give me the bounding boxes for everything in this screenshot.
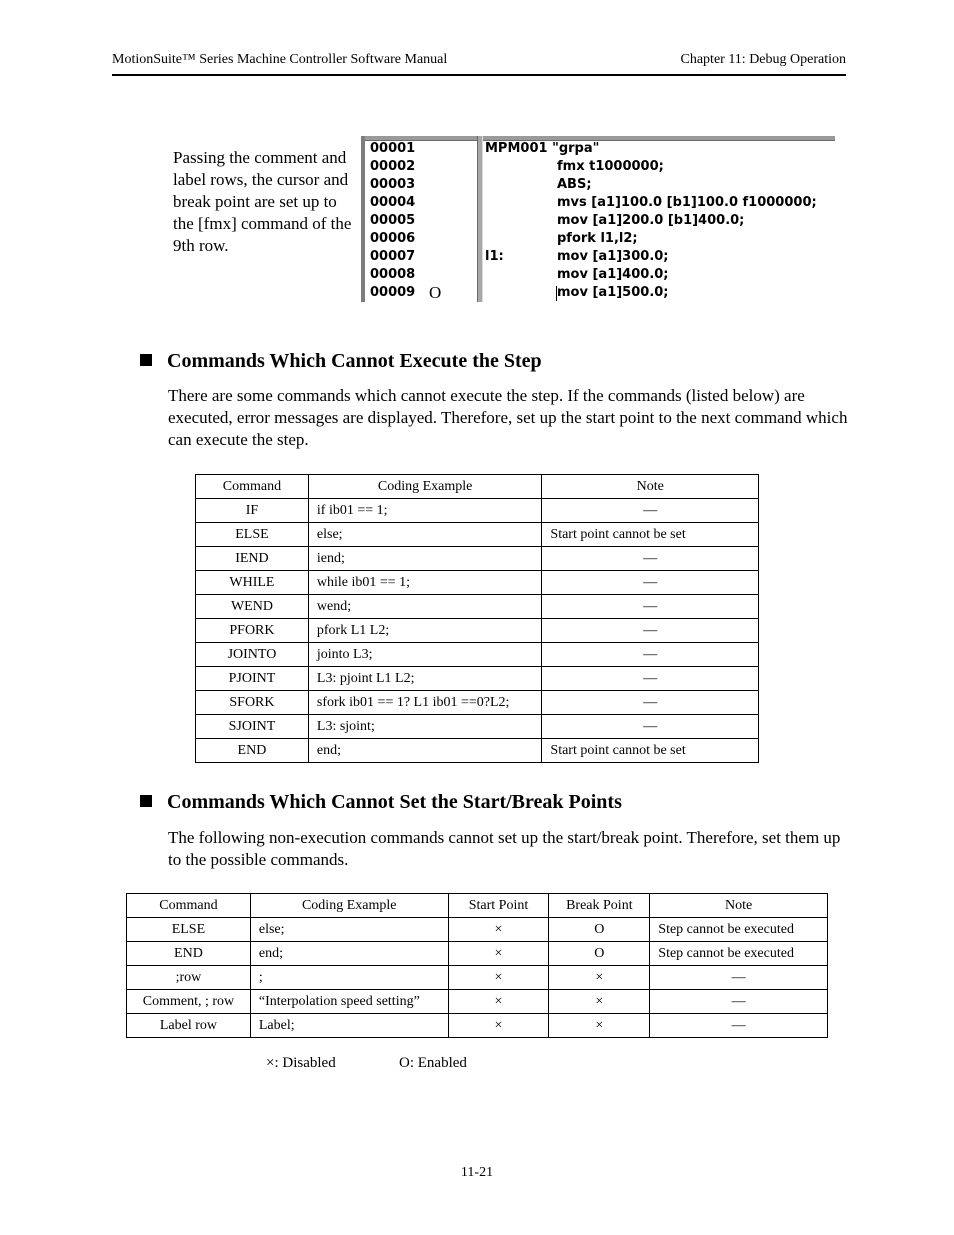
code-line <box>361 176 835 194</box>
table-cell: ; <box>250 966 448 990</box>
line-number: 00003 <box>370 177 416 192</box>
table-cell: END <box>127 942 251 966</box>
step-commands-table <box>195 474 759 763</box>
table-cell: — <box>542 499 759 523</box>
code-line <box>361 266 835 284</box>
table-row <box>196 571 759 595</box>
code-editor-screenshot <box>361 136 835 302</box>
manual-title: MotionSuite™ Series Machine Controller Software Manual <box>112 52 448 67</box>
table-cell: × <box>448 966 549 990</box>
line-number: 00002 <box>370 159 416 174</box>
table-cell: × <box>549 990 650 1014</box>
code-text: pfork l1,l2; <box>557 231 638 246</box>
table-cell: WHILE <box>196 571 309 595</box>
text-cursor <box>556 286 557 301</box>
table-cell: — <box>650 990 828 1014</box>
table-cell: × <box>549 966 650 990</box>
table-cell: ;row <box>127 966 251 990</box>
table-cell: Label; <box>250 1014 448 1038</box>
table-cell: — <box>650 966 828 990</box>
table-cell: × <box>549 1014 650 1038</box>
column-header: Start Point <box>448 894 549 918</box>
table-cell: L3: sjoint; <box>308 715 542 739</box>
code-line <box>361 140 835 158</box>
table-row <box>196 595 759 619</box>
column-header: Coding Example <box>308 475 542 499</box>
table-cell: SJOINT <box>196 715 309 739</box>
code-line <box>361 248 835 266</box>
table-row <box>127 966 828 990</box>
code-line <box>361 230 835 248</box>
line-number: 00009 <box>370 285 416 300</box>
table-cell: JOINTO <box>196 643 309 667</box>
breakpoint-mark: O <box>429 283 442 302</box>
table-row <box>196 547 759 571</box>
code-line <box>361 158 835 176</box>
table-cell: “Interpolation speed setting” <box>250 990 448 1014</box>
screenshot-caption: Passing the comment and label rows, the cursor and break point are set up to the [fmx] command of the 9th row. <box>173 148 352 255</box>
page-number: 11-21 <box>460 1165 494 1180</box>
table-cell: else; <box>308 523 542 547</box>
table-header-row <box>127 894 828 918</box>
table-row <box>127 918 828 942</box>
line-number: 00007 <box>370 249 416 264</box>
table-cell: Step cannot be executed <box>650 918 828 942</box>
table-cell: Step cannot be executed <box>650 942 828 966</box>
table-cell: iend; <box>308 547 542 571</box>
code-label: MPM001 "grpa" <box>485 141 600 156</box>
bullet-square-icon <box>140 795 152 807</box>
line-number: 00005 <box>370 213 416 228</box>
table-cell: IEND <box>196 547 309 571</box>
table-row <box>196 643 759 667</box>
table-row <box>127 1014 828 1038</box>
table-cell: — <box>650 1014 828 1038</box>
column-header: Coding Example <box>250 894 448 918</box>
code-line <box>361 194 835 212</box>
page-header <box>112 52 846 76</box>
table-row <box>127 942 828 966</box>
table-row <box>196 715 759 739</box>
table-header-row <box>196 475 759 499</box>
table-row <box>196 667 759 691</box>
code-line <box>361 284 835 302</box>
column-header: Command <box>127 894 251 918</box>
column-header: Break Point <box>549 894 650 918</box>
line-number: 00001 <box>370 141 416 156</box>
code-text: fmx t1000000; <box>557 159 664 174</box>
table-cell: × <box>448 1014 549 1038</box>
table-cell: × <box>448 918 549 942</box>
table-cell: — <box>542 595 759 619</box>
legend-enabled: O: Enabled <box>399 1055 467 1071</box>
table-cell: else; <box>250 918 448 942</box>
table-cell: L3: pjoint L1 L2; <box>308 667 542 691</box>
table-cell: Start point cannot be set <box>542 523 759 547</box>
table-cell: — <box>542 715 759 739</box>
table-cell: if ib01 == 1; <box>308 499 542 523</box>
code-text: mov [a1]200.0 [b1]400.0; <box>557 213 745 228</box>
section-breakpoints-text: The following non-execution commands cannot set up the start/break point. Therefore, set them up to the possible commands. <box>168 828 841 869</box>
table-row <box>196 499 759 523</box>
table-cell: — <box>542 643 759 667</box>
table-cell: Start point cannot be set <box>542 739 759 763</box>
code-line <box>361 212 835 230</box>
table-cell: pfork L1 L2; <box>308 619 542 643</box>
table-cell: WEND <box>196 595 309 619</box>
table-cell: O <box>549 942 650 966</box>
code-label: l1: <box>485 249 504 264</box>
table-cell: × <box>448 990 549 1014</box>
table-cell: — <box>542 667 759 691</box>
table-row <box>196 523 759 547</box>
table-cell: END <box>196 739 309 763</box>
legend-disabled: ×: Disabled <box>266 1055 336 1071</box>
table-cell: — <box>542 619 759 643</box>
line-number: 00006 <box>370 231 416 246</box>
table-cell: wend; <box>308 595 542 619</box>
line-number: 00008 <box>370 267 416 282</box>
table-cell: Comment, ; row <box>127 990 251 1014</box>
table-cell: — <box>542 571 759 595</box>
table-row <box>196 739 759 763</box>
table-cell: ELSE <box>127 918 251 942</box>
table-cell: — <box>542 547 759 571</box>
table-cell: — <box>542 691 759 715</box>
table-cell: ELSE <box>196 523 309 547</box>
column-header: Command <box>196 475 309 499</box>
table-cell: IF <box>196 499 309 523</box>
table-cell: sfork ib01 == 1? L1 ib01 ==0?L2; <box>308 691 542 715</box>
code-text: mov [a1]400.0; <box>557 267 669 282</box>
table-row <box>196 691 759 715</box>
section-step-text: There are some commands which cannot execute the step. If the commands (listed below) are executed, error messages are displayed. Therefore, set up the start point to the next command which can execute the step. <box>168 386 848 449</box>
code-text: ABS; <box>557 177 592 192</box>
table-cell: O <box>549 918 650 942</box>
chapter-title: Chapter 11: Debug Operation <box>680 52 846 67</box>
line-number: 00004 <box>370 195 416 210</box>
table-cell: jointo L3; <box>308 643 542 667</box>
table-cell: × <box>448 942 549 966</box>
bullet-square-icon <box>140 354 152 366</box>
table-cell: PFORK <box>196 619 309 643</box>
table-row <box>127 990 828 1014</box>
column-header: Note <box>542 475 759 499</box>
table-cell: end; <box>250 942 448 966</box>
section-heading-step: Commands Which Cannot Execute the Step <box>140 350 542 373</box>
section-heading-breakpoints: Commands Which Cannot Set the Start/Break Points <box>140 791 622 814</box>
code-text: mov [a1]500.0; <box>557 285 669 300</box>
table-cell: SFORK <box>196 691 309 715</box>
table-cell: end; <box>308 739 542 763</box>
table-cell: while ib01 == 1; <box>308 571 542 595</box>
table-cell: PJOINT <box>196 667 309 691</box>
column-header: Note <box>650 894 828 918</box>
table-cell: Label row <box>127 1014 251 1038</box>
code-text: mov [a1]300.0; <box>557 249 669 264</box>
table-row <box>196 619 759 643</box>
code-text: mvs [a1]100.0 [b1]100.0 f1000000; <box>557 195 817 210</box>
breakpoint-commands-table <box>126 893 828 1038</box>
